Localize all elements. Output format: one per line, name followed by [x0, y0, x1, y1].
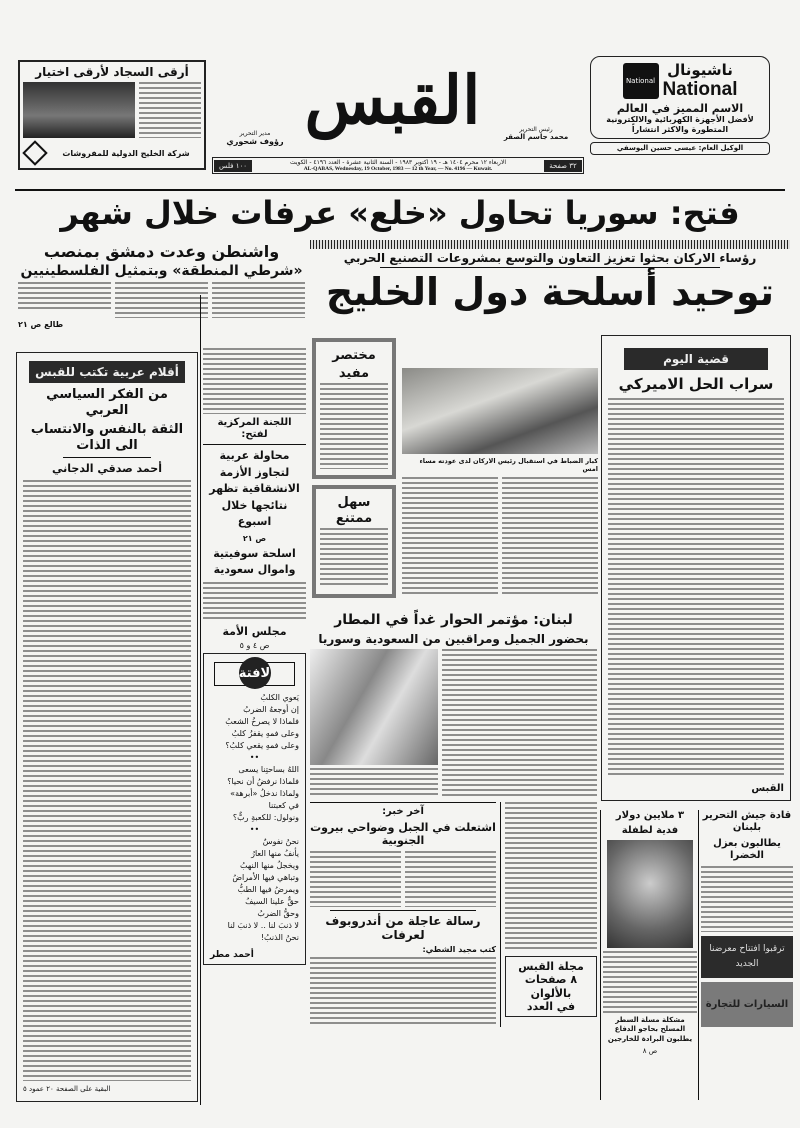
- hatched-bar: [310, 240, 790, 249]
- national-ad: ناشيونال National National الاسم المميز في العالم لأفضل الأجهزة الكهربائية والالكترونية المتطورة والاكثر انتشاراً: [590, 56, 770, 139]
- national-agent: الوكيل العام: عيسى حسين اليوسفي: [590, 142, 770, 154]
- easy-box: سهل ممتنع: [312, 485, 396, 598]
- lafta-badge: لافتة: [214, 662, 295, 686]
- brief-box: مختصر مفيد: [312, 338, 396, 479]
- lebanon-photo: [310, 649, 438, 765]
- main-headline: فتح: سوريا تحاول «خلع» عرفات خلال شهر: [60, 194, 740, 232]
- cars-ad: السيارات للتجارة: [701, 982, 793, 1027]
- price-badge: ١٠٠ فلس: [214, 160, 252, 172]
- lafta-box: لافتة يَعوي الكلبُ إن أوجعهُ الضربُ فلماذا لا يصرخُ الشعبُ وعلى فمهِ يقفزُ كلبُ وعلى فمهِ يقعي كلبُ؟ •• اللهُ بساحتِنا يسعى فلماذا نرفضُ أن نحيا؟ ولماذا ندخلُ «أبرهة» في كعبتنا ونولول: للكعبةِ ربٌّ؟ •• نحنُ نفوسٌ يأنفُ منها العارُ ويخجلُ منها النهبُ وتباهي فيها الأمراضُ ويمرضُ فيها الطبُّ حقٌّ علينا السيفُ وحقُّ الضربُ لا ذنبَ لنا .. لا ذنبَ لنا نحنُ الذنبُ! أحمد مطر: [203, 653, 306, 965]
- magazine-box: مجلة القبس ٨ صفحات بالألوان في العدد: [505, 956, 597, 1017]
- child-photo: [607, 840, 693, 948]
- pages-badge: ٣٢ صفحة: [544, 160, 582, 172]
- brand-names: ناشيونال National: [662, 61, 738, 100]
- exhibition-ad: ترقبوا افتتاح معرضنا الجديد: [701, 936, 793, 978]
- arab-pens-box: أقلام عربية تكتب للقبس من الفكر السياسي العربي الثقة بالنفس والانتساب الى الذات أحمد صدقي الدجاني البقية على الصفحة ٢٠ عمود ٥: [16, 352, 198, 1102]
- carpet-ad: أرقى السجاد لأرقى اختيار شركة الخليج الدولية للمفروشات: [18, 60, 206, 170]
- national-logo: National: [623, 63, 659, 99]
- logo: القبس: [304, 61, 481, 139]
- chiefs-photo: [402, 368, 598, 454]
- date-bar: ٣٢ صفحة الاربعاء ١٢ محرم ١٤٠٤ هـ - ١٩ اكتوبر ١٩٨٣ - السنة الثانية عشرة - العدد ٤١٩٦ - الكويت AL-QABAS, Wednesday, 19 October, 1983 — 12 th Year, — No. 4196 — Kuwait. ١٠٠ فلس: [212, 157, 584, 174]
- lafta-poem: يَعوي الكلبُ إن أوجعهُ الضربُ فلماذا لا يصرخُ الشعبُ وعلى فمهِ يقفزُ كلبُ وعلى فمهِ يقعي كلبُ؟ •• اللهُ بساحتِنا يسعى فلماذا نرفضُ أن نحيا؟ ولماذا ندخلُ «أبرهة» في كعبتنا ونولول: للكعبةِ ربٌّ؟ •• نحنُ نفوسٌ يأنفُ منها العارُ ويخجلُ منها النهبُ وتباهي فيها الأمراضُ ويمرضُ فيها الطبُّ حقٌّ علينا السيفُ وحقُّ الضربُ لا ذنبَ لنا .. لا ذنبَ لنا نحنُ الذنبُ!: [225, 692, 299, 942]
- carpet-photo: [23, 82, 135, 138]
- gulf-headline: توحيد أسلحة دول الخليج: [325, 270, 775, 315]
- issue-of-day-box: قضية اليوم سراب الحل الاميركي القبس: [601, 335, 791, 801]
- carpet-logo: [22, 141, 47, 166]
